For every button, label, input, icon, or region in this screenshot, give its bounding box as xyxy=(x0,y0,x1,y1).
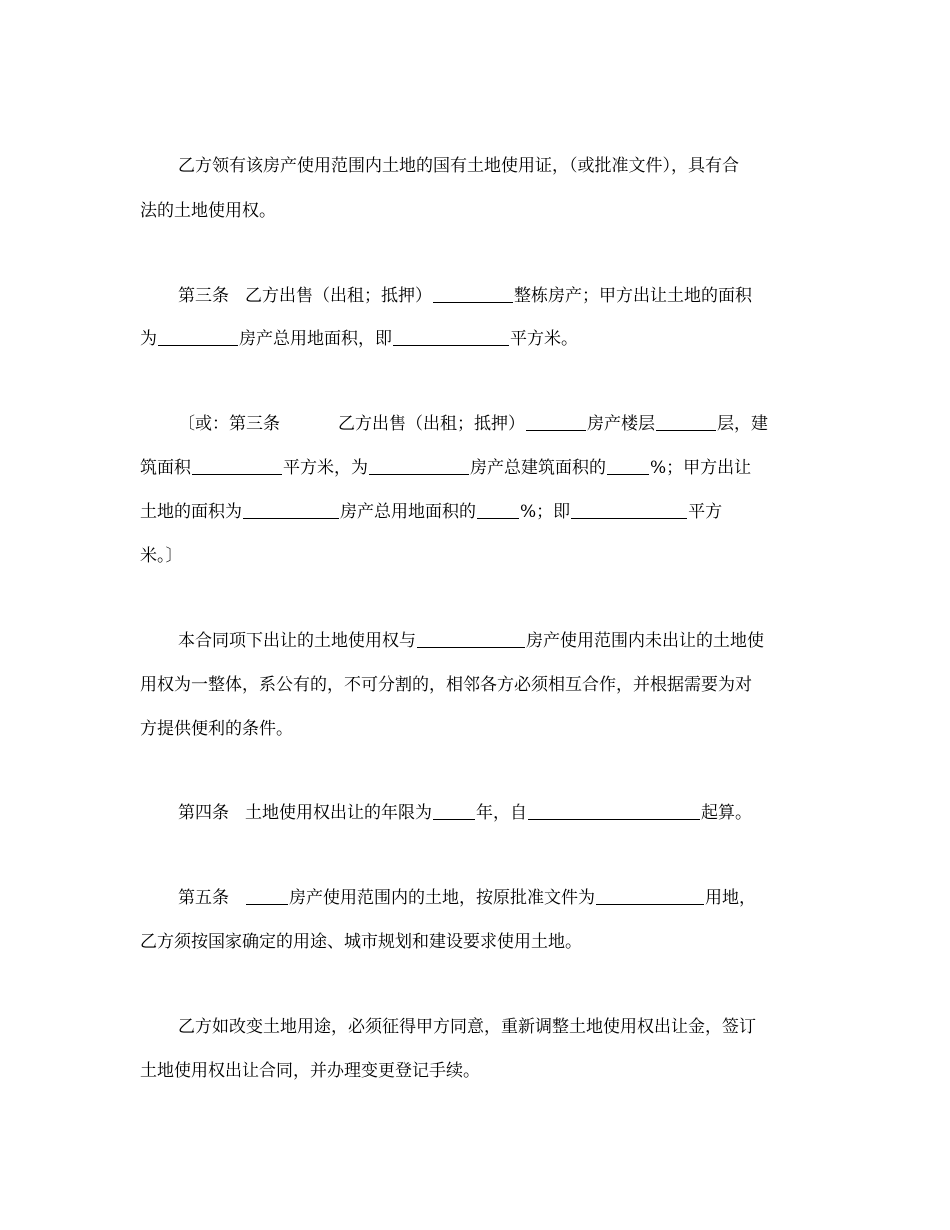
article4-label: 第四条 xyxy=(178,803,229,823)
blank-field xyxy=(369,473,469,475)
para1-line1: 乙方领有该房产使用范围内土地的国有土地使用证，（或批准文件），具有合 xyxy=(178,156,739,176)
alt-article3-line1: 〔或：第三条 乙方出售（出租；抵押） 房产楼层 层，建 xyxy=(178,414,768,434)
blank-field xyxy=(192,473,282,475)
article3-line2: 为 房产总用地面积，即 平方米。 xyxy=(140,329,578,349)
alt-article3-line3: 土地的面积为 房产总用地面积的 %；即 平方 xyxy=(140,502,723,522)
para4-line3: 方提供便利的条件。 xyxy=(140,719,293,739)
blank-field xyxy=(393,344,509,346)
article5-label: 第五条 xyxy=(178,888,229,908)
blank-field xyxy=(433,301,513,303)
article3-label: 第三条 xyxy=(178,286,229,306)
blank-field xyxy=(571,517,687,519)
article5-line2: 乙方须按国家确定的用途、城市规划和建设要求使用土地。 xyxy=(140,932,582,952)
blank-field xyxy=(526,429,586,431)
blank-field xyxy=(433,818,475,820)
para7-line2: 土地使用权出让合同，并办理变更登记手续。 xyxy=(140,1061,480,1081)
para4-line1: 本合同项下出让的土地使用权与 房产使用范围内未出让的土地使 xyxy=(178,631,764,651)
blank-field xyxy=(596,903,704,905)
blank-field xyxy=(417,646,525,648)
para7-line1: 乙方如改变土地用途，必须征得甲方同意，重新调整土地使用权出让金，签订 xyxy=(178,1017,756,1037)
alt-article3-line4: 米。〕 xyxy=(140,546,183,566)
article4-line: 第四条 土地使用权出让的年限为 年，自 起算。 xyxy=(178,803,752,823)
blank-field xyxy=(477,517,519,519)
blank-field xyxy=(528,818,700,820)
blank-field xyxy=(243,517,339,519)
blank-field xyxy=(656,429,716,431)
blank-field xyxy=(158,344,238,346)
blank-field xyxy=(246,903,288,905)
alt-article3-line2: 筑面积 平方米，为 房产总建筑面积的 %；甲方出让 xyxy=(140,458,752,478)
para1-line2: 法的土地使用权。 xyxy=(140,201,276,221)
article3-line1: 第三条 乙方出售（出租；抵押） 整栋房产；甲方出让土地的面积 xyxy=(178,286,752,306)
blank-field xyxy=(607,473,649,475)
para4-line2: 用权为一整体，系公有的，不可分割的，相邻各方必须相互合作，并根据需要为对 xyxy=(140,675,752,695)
article5-line1: 第五条 房产使用范围内的土地，按原批准文件为 用地， xyxy=(178,888,756,908)
